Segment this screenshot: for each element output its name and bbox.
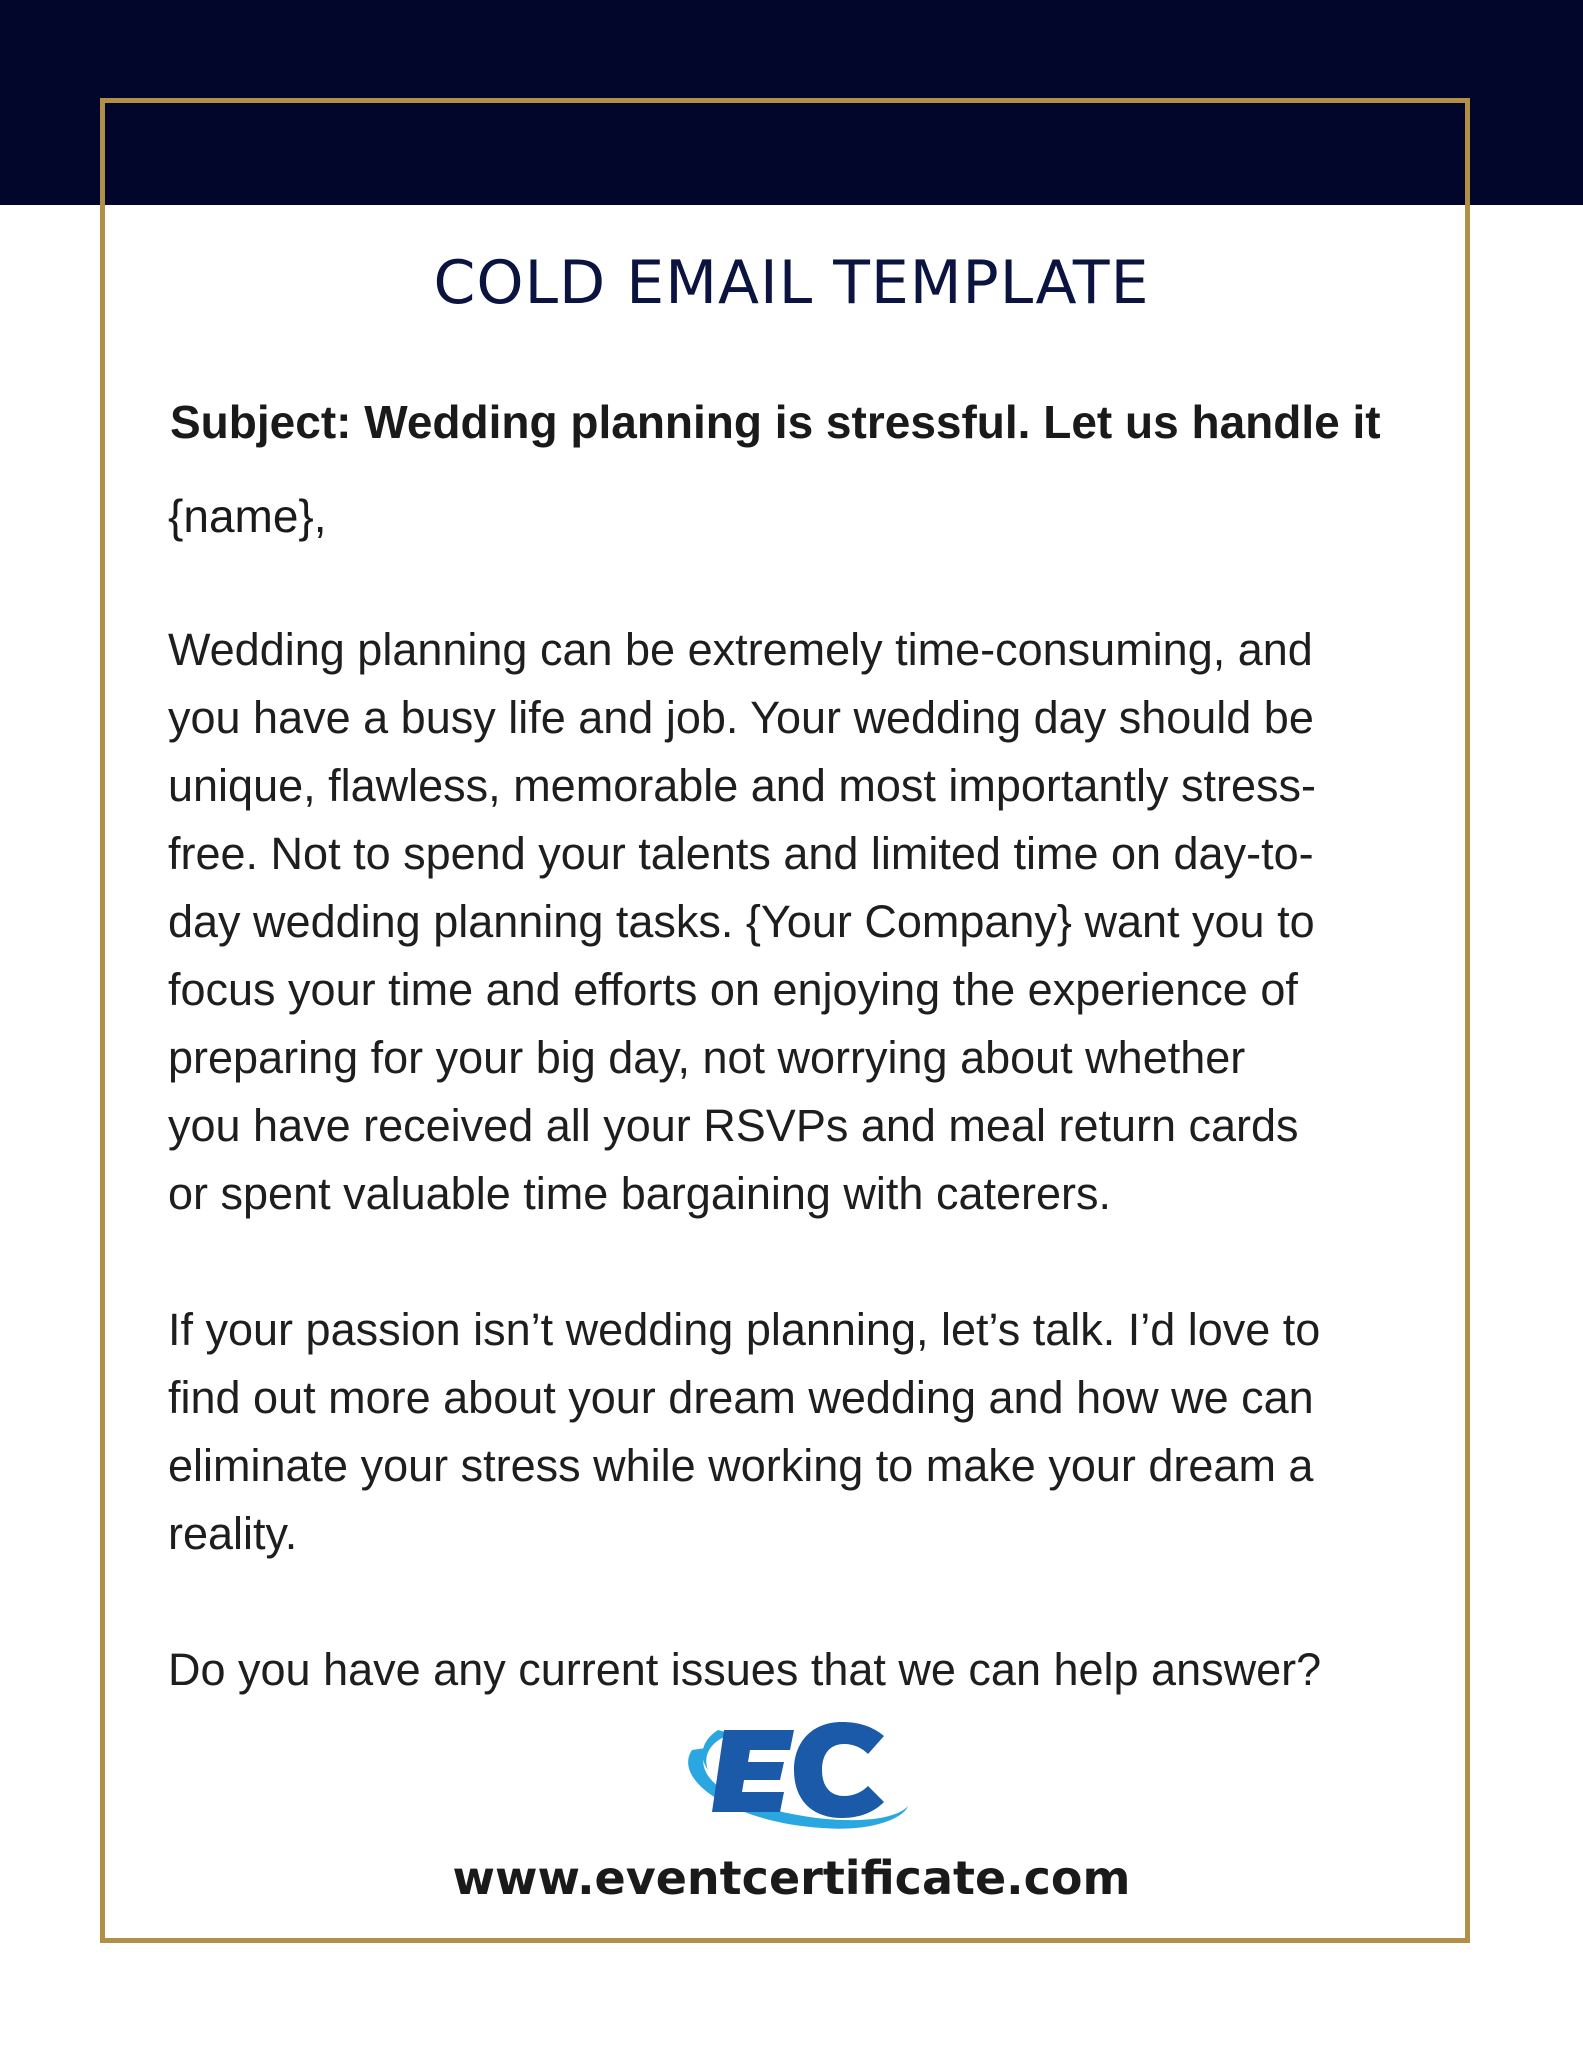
paragraph-line: Wedding planning can be extremely time-consuming, and <box>168 624 1313 675</box>
paragraph-line: If your passion isn’t wedding planning, let’s talk. I’d love to <box>168 1304 1321 1355</box>
paragraph-line: eliminate your stress while working to make your dream a <box>168 1440 1314 1491</box>
email-greeting: {name}, <box>168 490 327 542</box>
paragraph-line: free. Not to spend your talents and limited time on day-to- <box>168 828 1314 879</box>
email-paragraph-2 <box>168 1296 1320 1568</box>
page-title: COLD EMAIL TEMPLATE <box>433 248 1150 318</box>
paragraph-line: Do you have any current issues that we can help answer? <box>168 1644 1322 1695</box>
ec-logo-icon <box>672 1710 912 1838</box>
email-paragraph-1 <box>168 616 1316 1228</box>
website-url: www.eventcertificate.com <box>452 1851 1131 1905</box>
paragraph-line: focus your time and efforts on enjoying the experience of <box>168 964 1298 1015</box>
email-paragraph-3 <box>168 1636 1321 1704</box>
paragraph-line: you have a busy life and job. Your wedding day should be <box>168 692 1314 743</box>
paragraph-line: or spent valuable time bargaining with caterers. <box>168 1168 1112 1219</box>
paragraph-line: reality. <box>168 1508 298 1559</box>
email-subject: Subject: Wedding planning is stressful. Let us handle it <box>170 396 1381 448</box>
paragraph-line: you have received all your RSVPs and meal return cards <box>168 1100 1299 1151</box>
paragraph-line: preparing for your big day, not worrying about whether <box>168 1032 1246 1083</box>
paragraph-line: unique, flawless, memorable and most importantly stress- <box>168 760 1316 811</box>
paragraph-line: day wedding planning tasks. {Your Company} want you to <box>168 896 1315 947</box>
paragraph-line: find out more about your dream wedding and how we can <box>168 1372 1314 1423</box>
logo-text: EC <box>792 1774 794 1775</box>
